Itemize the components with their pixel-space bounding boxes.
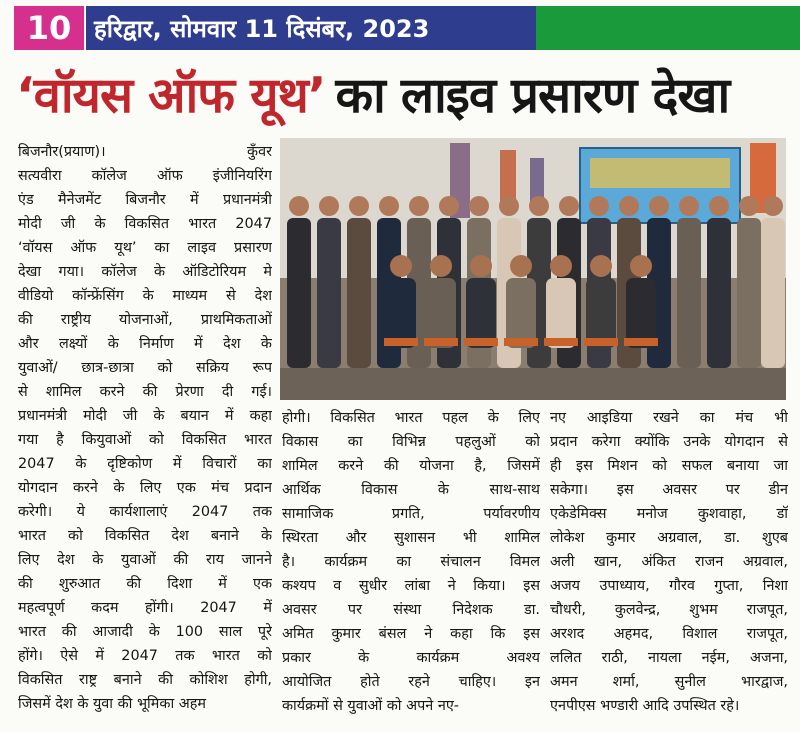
article-line: अवसर पर संस्था निदेशक डा. — [282, 602, 540, 618]
article-line: से शामिल करने की प्रेरणा दी गई। — [18, 384, 272, 400]
article-line: योगदान करने के लिए एक मंच प्रदान — [18, 480, 272, 496]
article-line: आर्थिक विकास के साथ-साथ — [282, 482, 540, 498]
people-group — [287, 196, 785, 368]
headline-rest: का लाइव प्रसारण देखा — [335, 67, 730, 124]
article-line: ललित राठी, नायला नईम, अजना, — [550, 650, 788, 666]
article-line: गया है कियुवाओं को विकसित भारत — [18, 432, 272, 448]
article-line: एकेडेमिक्स मनोज कुशवाहा, डॉ — [550, 506, 788, 522]
article-line: महत्वपूर्ण कदम होंगी। 2047 में — [18, 600, 272, 616]
article-line: एंड मैनेजमेंट बिजनौर में प्रधानमंत्री — [18, 192, 272, 208]
article-line: सामाजिक प्रगति, पर्यावरणीय — [282, 506, 540, 522]
group-photo-illustration — [280, 138, 786, 400]
masthead-band — [536, 6, 800, 50]
page-number: 10 — [14, 6, 84, 50]
article-line: प्रधानमंत्री मोदी जी के बयान में कहा — [18, 408, 272, 424]
article-line: कार्यक्रमों से युवाओं को अपने नए- — [282, 698, 459, 714]
article-line: होंगे। ऐसे में 2047 तक भारत को — [18, 648, 272, 664]
event-photo — [280, 138, 786, 400]
article-line: अमित कुमार बंसल ने कहा कि इस — [282, 626, 540, 642]
article-line: होगी। विकसित भारत पहल के लिए — [282, 410, 540, 426]
article-line: 2047 के दृष्टिकोण में विचारों का — [18, 456, 272, 472]
article-line: बिजनौर(प्रयाण)। कुँवर — [18, 144, 272, 160]
article-line: विकसित राष्ट्र बनाने की कोशिश होगी, — [18, 672, 272, 688]
article-line: की राष्ट्रीय योजनाओं, प्राथमिकताओं — [18, 312, 272, 328]
article-line: ही इस मिशन को सफल बनाया जा — [550, 458, 788, 474]
article-line: चौधरी, कुलवेन्द्र, शुभम राजपूत, — [550, 602, 788, 618]
article-line: स्थिरता और सुशासन भी शामिल — [282, 530, 540, 546]
article-line: लिए देश के युवाओं की राय जानने — [18, 552, 272, 568]
article-line: युवाओं/ छात्र-छात्रा को सक्रिय रूप — [18, 360, 272, 376]
article-line: अली खान, अंकित राजन अग्रवाल, — [550, 554, 788, 570]
masthead — [0, 0, 800, 54]
article-line: और लक्ष्यों के निर्माण में देश के — [18, 336, 272, 352]
article-line: भारत को विकसित देश बनाने के — [18, 528, 272, 544]
article-line: की शुरुआत की दिशा में एक — [18, 576, 272, 592]
headline-quote: ‘वॉयस ऑफ यूथ’ — [16, 67, 326, 124]
article-line: कश्यप व सुधीर लांबा ने किया। इस — [282, 578, 540, 594]
article-line: सकेगा। इस अवसर पर डीन — [550, 482, 788, 498]
dateline: हरिद्वार, सोमवार 11 दिसंबर, 2023 — [86, 6, 536, 50]
article-line: जिसमें देश के युवा की भूमिका अहम — [18, 696, 206, 712]
article-line: अमन शर्मा, सुनील भारद्वाज, — [550, 674, 788, 690]
article-line: है। कार्यक्रम का संचालन विमल — [282, 554, 540, 570]
article-column-right — [550, 406, 788, 718]
article-line: शामिल करने की योजना है, जिसमें — [282, 458, 540, 474]
article-line: ‘वॉयस ऑफ यूथ’ का लाइव प्रसारण — [18, 240, 272, 256]
article-line: भारत की आजादी के 100 साल पूरे — [18, 624, 272, 640]
article-line: अरशद अहमद, विशाल राजपूत, — [550, 626, 788, 642]
article-column-left — [18, 140, 272, 716]
article-line: वीडियो कॉन्फ्रेंसिंग के माध्यम से देश — [18, 288, 272, 304]
article-line: लोकेश कुमार अग्रवाल, डा. शुएब — [550, 530, 788, 546]
article-line: सत्यवीरा कॉलेज ऑफ इंजीनियरिंग — [18, 168, 272, 184]
article-line: विकास का विभिन्न पहलुओं को — [282, 434, 540, 450]
article-column-middle — [282, 406, 540, 718]
article-line: प्रकार के कार्यक्रम अवश्य — [282, 650, 540, 666]
article-line: करेगी। ये कार्यशालाएं 2047 तक — [18, 504, 272, 520]
headline — [16, 58, 796, 130]
article-line: प्रदान करेगा क्योंकि उनके योगदान से — [550, 434, 788, 450]
article-line: मोदी जी के विकसित भारत 2047 — [18, 216, 272, 232]
article-line: आयोजित होते रहने चाहिए। इन — [282, 674, 540, 690]
article-line: देखा गया। कॉलेज के ऑडिटोरियम मे — [18, 264, 272, 280]
article-line: नए आइडिया रखने का मंच भी — [550, 410, 788, 426]
article-line: एनपीएस भण्डारी आदि उपस्थित रहे। — [550, 698, 740, 714]
article-line: अजय उपाध्याय, गौरव गुप्ता, निशा — [550, 578, 788, 594]
